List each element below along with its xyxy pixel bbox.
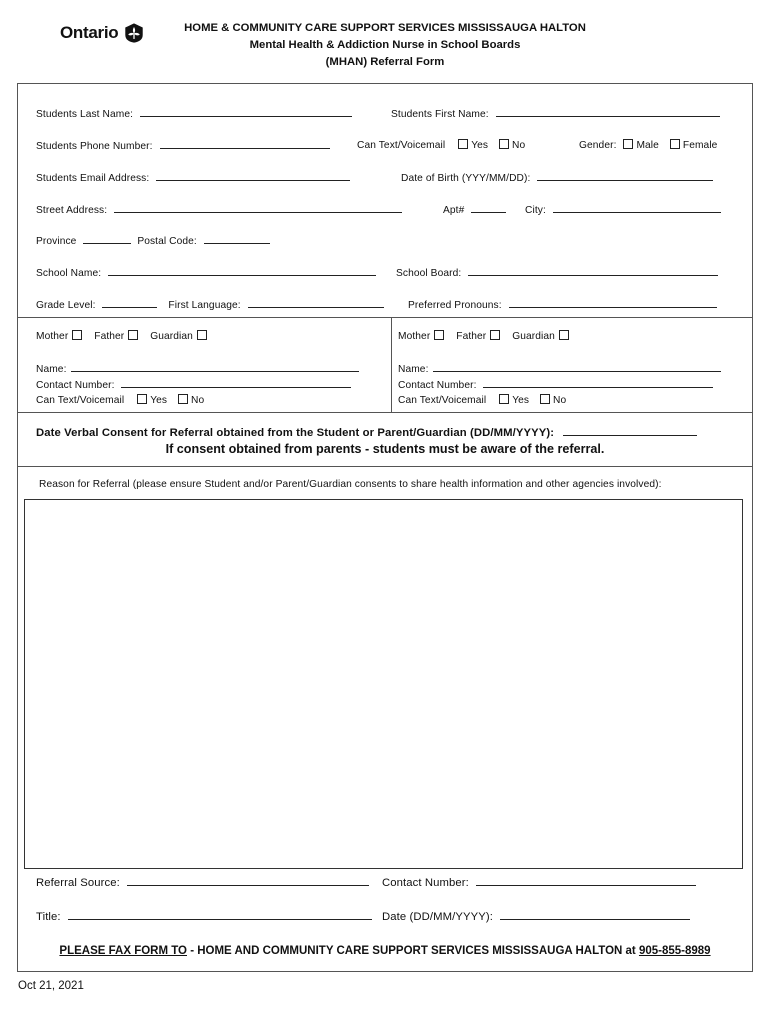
guardian-2-text-row bbox=[398, 394, 566, 406]
guardian-1-text-no-checkbox[interactable] bbox=[178, 394, 188, 404]
header-line-3: (MHAN) Referral Form bbox=[325, 56, 445, 68]
guardian-1-contact-row bbox=[36, 378, 351, 391]
street-label: Street Address: bbox=[36, 205, 108, 216]
guardian-2-name-label: Name: bbox=[398, 364, 429, 375]
province-row bbox=[36, 234, 270, 247]
guardian-2-mother-checkbox[interactable] bbox=[434, 330, 444, 340]
school-board-row bbox=[396, 266, 718, 279]
guardian-1-mother-checkbox[interactable] bbox=[72, 330, 82, 340]
street-field[interactable] bbox=[114, 203, 402, 213]
grade-row bbox=[36, 298, 384, 311]
form-header bbox=[150, 20, 620, 71]
referral-source-row bbox=[36, 876, 369, 889]
guardian-2-text-yes-checkbox[interactable] bbox=[499, 394, 509, 404]
referral-date-label: Date (DD/MM/YYYY): bbox=[382, 911, 494, 923]
grade-label: Grade Level: bbox=[36, 300, 96, 311]
dob-field[interactable] bbox=[537, 171, 713, 181]
grade-field[interactable] bbox=[102, 298, 157, 308]
referral-contact-row bbox=[382, 876, 696, 889]
guardian-2-mother-label: Mother bbox=[398, 331, 431, 342]
referral-date-field[interactable] bbox=[500, 910, 690, 920]
last-name-label: Students Last Name: bbox=[36, 109, 134, 120]
last-name-field[interactable] bbox=[140, 107, 352, 117]
apt-label: Apt# bbox=[443, 205, 465, 216]
school-board-label: School Board: bbox=[396, 268, 462, 279]
pronouns-row bbox=[408, 298, 717, 311]
guardian-2-relation-row bbox=[398, 330, 572, 342]
city-label: City: bbox=[525, 205, 546, 216]
ontario-logo bbox=[60, 22, 145, 44]
province-label: Province bbox=[36, 236, 77, 247]
gender-female-label: Female bbox=[682, 140, 718, 151]
gender-male-checkbox[interactable] bbox=[623, 139, 633, 149]
email-row bbox=[36, 171, 350, 184]
city-row bbox=[525, 203, 721, 216]
dob-row bbox=[401, 171, 713, 184]
guardian-2-name-row bbox=[398, 362, 721, 375]
title-label: Title: bbox=[36, 911, 61, 923]
guardian-1-yes-label: Yes bbox=[150, 395, 168, 406]
guardian-1-name-row bbox=[36, 362, 359, 375]
gender-label: Gender: bbox=[579, 140, 617, 151]
title-row bbox=[36, 910, 372, 923]
city-field[interactable] bbox=[553, 203, 721, 213]
phone-row bbox=[36, 139, 330, 152]
phone-label: Students Phone Number: bbox=[36, 141, 153, 152]
guardian-2-no-label: No bbox=[553, 395, 567, 406]
school-name-row bbox=[36, 266, 376, 279]
guardian-2-father-label: Father bbox=[456, 331, 487, 342]
dob-label: Date of Birth (YYY/MM/DD): bbox=[401, 173, 531, 184]
fax-number: 905-855-8989 bbox=[638, 945, 711, 957]
consent-note: If consent obtained from parents - students must be aware of the referral. bbox=[165, 442, 605, 456]
fax-lead: PLEASE FAX FORM TO bbox=[59, 945, 187, 957]
first-language-field[interactable] bbox=[248, 298, 384, 308]
email-field[interactable] bbox=[156, 171, 350, 181]
postal-field[interactable] bbox=[204, 234, 270, 244]
province-field[interactable] bbox=[83, 234, 131, 244]
gender-male-label: Male bbox=[636, 140, 659, 151]
guardian-bottom-divider bbox=[17, 412, 753, 413]
referral-date-row bbox=[382, 910, 690, 923]
footer-date: Oct 21, 2021 bbox=[18, 980, 84, 992]
student-text-row bbox=[357, 139, 525, 151]
guardian-1-name-field[interactable] bbox=[71, 362, 359, 372]
guardian-1-contact-field[interactable] bbox=[121, 378, 351, 388]
guardian-1-text-yes-checkbox[interactable] bbox=[137, 394, 147, 404]
consent-date-field[interactable] bbox=[563, 426, 697, 436]
gender-female-checkbox[interactable] bbox=[670, 139, 680, 149]
header-line-1: HOME & COMMUNITY CARE SUPPORT SERVICES MISSISSAUGA HALTON bbox=[184, 22, 586, 34]
pronouns-label: Preferred Pronouns: bbox=[408, 300, 502, 311]
student-text-no-checkbox[interactable] bbox=[499, 139, 509, 149]
apt-row bbox=[443, 203, 506, 216]
student-text-yes-checkbox[interactable] bbox=[458, 139, 468, 149]
phone-field[interactable] bbox=[160, 139, 330, 149]
referral-contact-field[interactable] bbox=[476, 876, 696, 886]
fax-middle: - HOME AND COMMUNITY CARE SUPPORT SERVICES MISSISSAUGA HALTON at bbox=[187, 945, 639, 957]
last-name-row bbox=[36, 107, 352, 120]
guardian-2-name-field[interactable] bbox=[433, 362, 721, 372]
guardian-1-father-checkbox[interactable] bbox=[128, 330, 138, 340]
consent-label: Date Verbal Consent for Referral obtained from the Student or Parent/Guardian (DD/MM/YYYY): bbox=[36, 427, 555, 439]
guardian-1-guardian-checkbox[interactable] bbox=[197, 330, 207, 340]
guardian-1-father-label: Father bbox=[94, 331, 125, 342]
guardian-1-guardian-label: Guardian bbox=[150, 331, 193, 342]
pronouns-field[interactable] bbox=[509, 298, 717, 308]
guardian-2-contact-label: Contact Number: bbox=[398, 380, 477, 391]
student-text-yes-label: Yes bbox=[471, 140, 489, 151]
title-field[interactable] bbox=[68, 910, 372, 920]
apt-field[interactable] bbox=[471, 203, 506, 213]
logo-text: Ontario bbox=[60, 23, 119, 42]
guardian-1-relation-row bbox=[36, 330, 210, 342]
email-label: Students Email Address: bbox=[36, 173, 150, 184]
first-name-row bbox=[391, 107, 720, 120]
school-name-field[interactable] bbox=[108, 266, 376, 276]
guardian-1-contact-label: Contact Number: bbox=[36, 380, 115, 391]
guardian-1-text-row bbox=[36, 394, 204, 406]
referral-contact-label: Contact Number: bbox=[382, 877, 469, 889]
guardian-center-divider bbox=[391, 317, 392, 412]
guardian-2-yes-label: Yes bbox=[512, 395, 530, 406]
street-row bbox=[36, 203, 402, 216]
guardian-2-guardian-checkbox[interactable] bbox=[559, 330, 569, 340]
guardian-2-contact-row bbox=[398, 378, 713, 391]
trillium-icon bbox=[123, 22, 145, 44]
referral-source-field[interactable] bbox=[127, 876, 369, 886]
first-name-label: Students First Name: bbox=[391, 109, 489, 120]
guardian-1-no-label: No bbox=[191, 395, 205, 406]
header-line-2: Mental Health & Addiction Nurse in School Boards bbox=[249, 39, 521, 51]
guardian-2-can-text-label: Can Text/Voicemail bbox=[398, 395, 487, 406]
guardian-2-guardian-label: Guardian bbox=[512, 331, 555, 342]
postal-label: Postal Code: bbox=[137, 236, 197, 247]
consent-row bbox=[36, 426, 697, 439]
gender-row bbox=[579, 139, 717, 151]
school-board-field[interactable] bbox=[468, 266, 718, 276]
student-can-text-label: Can Text/Voicemail bbox=[357, 140, 446, 151]
guardian-1-mother-label: Mother bbox=[36, 331, 69, 342]
guardian-2-father-checkbox[interactable] bbox=[490, 330, 500, 340]
school-name-label: School Name: bbox=[36, 268, 102, 279]
first-language-label: First Language: bbox=[168, 300, 241, 311]
reason-textarea[interactable] bbox=[24, 499, 743, 869]
guardian-2-contact-field[interactable] bbox=[483, 378, 713, 388]
guardian-2-text-no-checkbox[interactable] bbox=[540, 394, 550, 404]
first-name-field[interactable] bbox=[496, 107, 720, 117]
guardian-1-name-label: Name: bbox=[36, 364, 67, 375]
guardian-top-divider bbox=[17, 317, 753, 318]
student-text-no-label: No bbox=[512, 140, 526, 151]
reason-label: Reason for Referral (please ensure Student and/or Parent/Guardian consents to share health information and other agencies involved): bbox=[39, 479, 662, 490]
fax-instruction bbox=[17, 945, 753, 957]
consent-divider bbox=[17, 466, 753, 467]
referral-source-label: Referral Source: bbox=[36, 877, 120, 889]
guardian-1-can-text-label: Can Text/Voicemail bbox=[36, 395, 125, 406]
